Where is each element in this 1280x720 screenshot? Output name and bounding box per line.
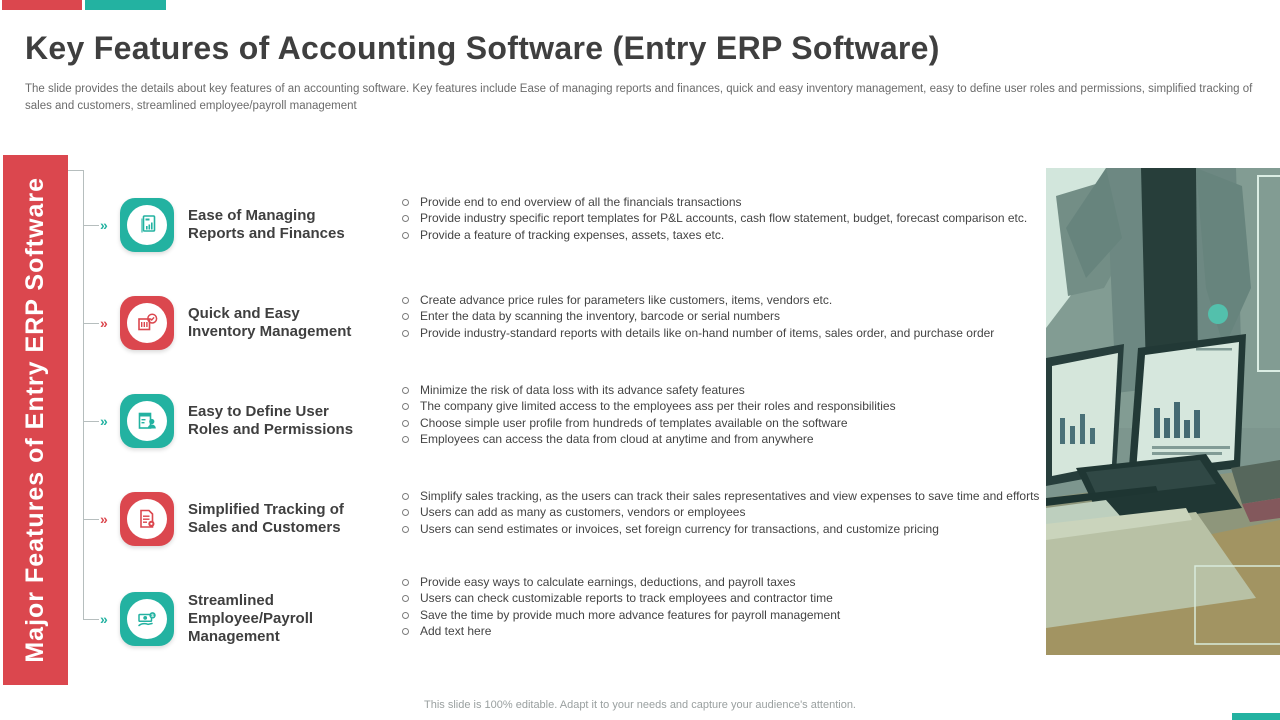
feature-icon-circle bbox=[127, 205, 167, 245]
sales-tracking-icon bbox=[120, 492, 174, 546]
bullet-item: Provide industry-standard reports with details like on-hand number of items, sales order, and purchase order bbox=[400, 325, 1040, 341]
bullet-item: The company give limited access to the employees ass per their roles and responsibilities bbox=[400, 398, 1040, 414]
feature-bullets bbox=[400, 194, 1040, 243]
feature-icon-circle bbox=[127, 599, 167, 639]
bullet-item: Provide easy ways to calculate earnings, deductions, and payroll taxes bbox=[400, 574, 1040, 590]
bullet-item: Minimize the risk of data loss with its advance safety features bbox=[400, 382, 1040, 398]
office-photo bbox=[1046, 168, 1280, 655]
page-title: Key Features of Accounting Software (Entry ERP Software) bbox=[25, 30, 940, 66]
report-document-icon bbox=[120, 198, 174, 252]
feature-bullets bbox=[400, 292, 1040, 341]
bullet-item: Provide industry specific report templates for P&L accounts, cash flow statement, budget, forecast comparison etc. bbox=[400, 210, 1040, 226]
office-photo-illustration bbox=[1046, 168, 1280, 655]
feature-title: Quick and Easy Inventory Management bbox=[188, 304, 352, 340]
chevron-right-icon: » bbox=[100, 611, 108, 627]
footer-note: This slide is 100% editable. Adapt it to your needs and capture your audience's attention. bbox=[424, 699, 856, 711]
connector-branch-line bbox=[83, 323, 99, 324]
feature-row bbox=[0, 378, 1050, 488]
connector-branch-line bbox=[83, 225, 99, 226]
feature-bullets bbox=[400, 574, 1040, 639]
bullet-item: Add text here bbox=[400, 623, 1040, 639]
chevron-right-icon: » bbox=[100, 511, 108, 527]
connector-top-stub bbox=[68, 170, 83, 171]
connector-branch-line bbox=[83, 619, 99, 620]
inventory-scan-icon bbox=[120, 296, 174, 350]
sidebar-label: Major Features of Entry ERP Software bbox=[21, 177, 49, 663]
feature-title: Streamlined Employee/Payroll Management bbox=[188, 591, 314, 646]
bullet-item: Save the time by provide much more advance features for payroll management bbox=[400, 607, 1040, 623]
feature-bullets bbox=[400, 488, 1040, 537]
chevron-right-icon: » bbox=[100, 217, 108, 233]
connector-branch-line bbox=[83, 519, 99, 520]
bullet-item: Choose simple user profile from hundreds of templates available on the software bbox=[400, 415, 1040, 431]
chevron-right-icon: » bbox=[100, 315, 108, 331]
bullet-item: Users can send estimates or invoices, set foreign currency for transactions, and customize pricing bbox=[400, 521, 1040, 537]
feature-bullets bbox=[400, 382, 1040, 447]
feature-icon-circle bbox=[127, 499, 167, 539]
bullet-item: Provide end to end overview of all the financials transactions bbox=[400, 194, 1040, 210]
feature-title: Simplified Tracking of Sales and Customers bbox=[188, 500, 344, 536]
bullet-item: Users can add as many as customers, vendors or employees bbox=[400, 504, 1040, 520]
bullet-item: Users can check customizable reports to track employees and contractor time bbox=[400, 590, 1040, 606]
feature-row bbox=[0, 568, 1050, 678]
bullet-item: Employees can access the data from cloud at anytime and from anywhere bbox=[400, 431, 1040, 447]
feature-icon-circle bbox=[127, 303, 167, 343]
feature-title: Ease of Managing Reports and Finances bbox=[188, 206, 345, 242]
payroll-cash-icon bbox=[120, 592, 174, 646]
connector-branch-line bbox=[83, 421, 99, 422]
slide-subtitle: The slide provides the details about key features of an accounting software. Key features include Ease of managing reports and finances, quick and easy inventory management, easy to define user roles and permissions, simplified tracking of sales and customers, streamlined employee/payroll management bbox=[25, 83, 1253, 112]
bottom-accent-bar-teal bbox=[1232, 713, 1280, 720]
bullet-item: Simplify sales tracking, as the users can track their sales representatives and view expenses to save time and efforts bbox=[400, 488, 1040, 504]
bullet-item: Enter the data by scanning the inventory, barcode or serial numbers bbox=[400, 308, 1040, 324]
top-accent-bar-teal bbox=[85, 0, 166, 10]
feature-title: Easy to Define User Roles and Permissions bbox=[188, 402, 354, 438]
top-accent-bar-red bbox=[2, 0, 82, 10]
svg-text:$: $ bbox=[151, 613, 154, 619]
bullet-item: Create advance price rules for parameters like customers, items, vendors etc. bbox=[400, 292, 1040, 308]
bullet-item: Provide a feature of tracking expenses, assets, taxes etc. bbox=[400, 227, 1040, 243]
user-roles-icon bbox=[120, 394, 174, 448]
feature-row bbox=[0, 190, 1050, 300]
chevron-right-icon: » bbox=[100, 413, 108, 429]
feature-icon-circle bbox=[127, 401, 167, 441]
